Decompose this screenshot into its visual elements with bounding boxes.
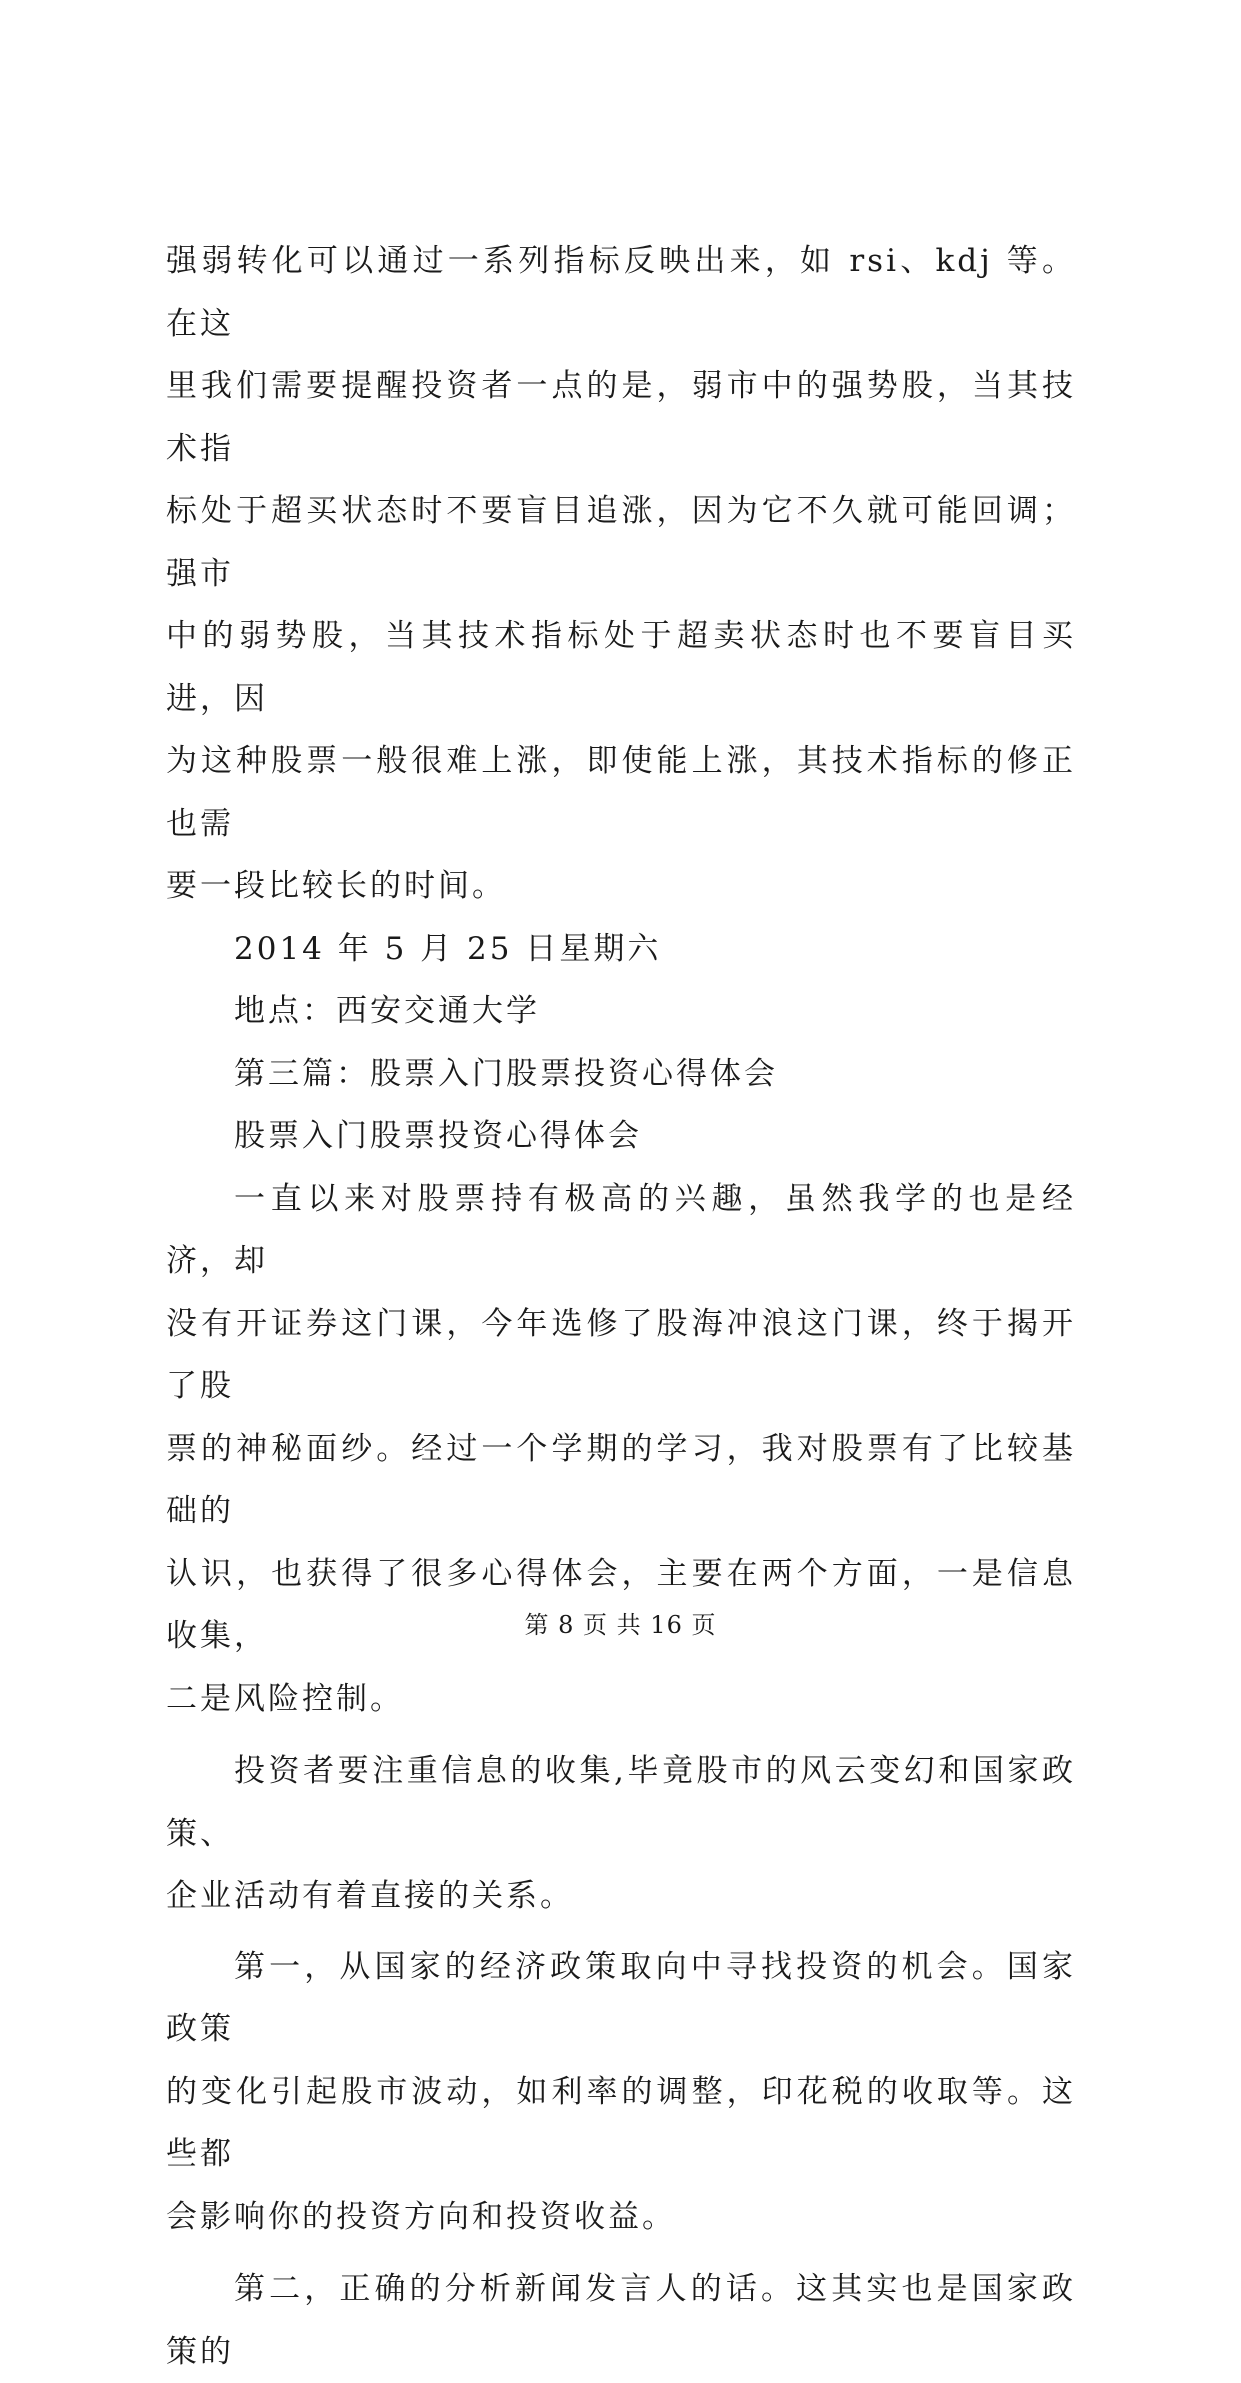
text-line: 里我们需要提醒投资者一点的是，弱市中的强势股，当其技术指 xyxy=(166,368,1076,467)
text-line: 中的弱势股，当其技术指标处于超卖状态时也不要盲目买进，因 xyxy=(166,618,1076,717)
page-footer: 第 8 页 共 16 页 xyxy=(524,1611,717,1639)
page-body xyxy=(166,230,1076,2383)
text-line: 认识，也获得了很多心得体会，主要在两个方面，一是信息收集， xyxy=(166,1555,1076,1654)
text-line: 二是风险控制。 xyxy=(166,1680,404,1717)
location-line: 地点：西安交通大学 xyxy=(234,993,540,1029)
text-line: 强弱转化可以通过一系列指标反映出来，如 rsi、kdj 等。在这 xyxy=(166,243,1076,342)
date-line: 2014 年 5 月 25 日星期六 xyxy=(234,930,662,967)
paragraph-first-point xyxy=(166,1936,1076,2249)
paragraph-information xyxy=(166,1740,1076,1928)
text-line: 第一，从国家的经济政策取向中寻找投资的机会。国家政策 xyxy=(166,1948,1076,2047)
section-heading: 第三篇：股票入门股票投资心得体会 xyxy=(234,1055,778,1092)
paragraph-second-point xyxy=(166,2258,1076,2383)
text-line: 投资者要注重信息的收集,毕竟股市的风云变幻和国家政策、 xyxy=(166,1753,1076,1852)
paragraph-continued xyxy=(166,230,1076,918)
text-line: 企业活动有着直接的关系。 xyxy=(166,1878,574,1914)
text-line: 要一段比较长的时间。 xyxy=(166,868,506,904)
text-line: 会影响你的投资方向和投资收益。 xyxy=(166,2198,676,2235)
text-line: 的变化引起股市波动，如利率的调整，印花税的收取等。这些都 xyxy=(166,2073,1076,2172)
article-title: 股票入门股票投资心得体会 xyxy=(234,1118,642,1154)
text-line: 没有开证券这门课，今年选修了股海冲浪这门课，终于揭开了股 xyxy=(166,1305,1076,1404)
text-line: 为这种股票一般很难上涨，即使能上涨，其技术指标的修正也需 xyxy=(166,743,1076,842)
paragraph-interest xyxy=(166,1168,1076,1731)
text-line: 标处于超买状态时不要盲目追涨，因为它不久就可能回调；强市 xyxy=(166,493,1076,592)
text-line: 第二，正确的分析新闻发言人的话。这其实也是国家政策的 xyxy=(166,2271,1076,2370)
text-line: 票的神秘面纱。经过一个学期的学习，我对股票有了比较基础的 xyxy=(166,1430,1076,1529)
text-line: 一直以来对股票持有极高的兴趣，虽然我学的也是经济，却 xyxy=(166,1180,1076,1279)
